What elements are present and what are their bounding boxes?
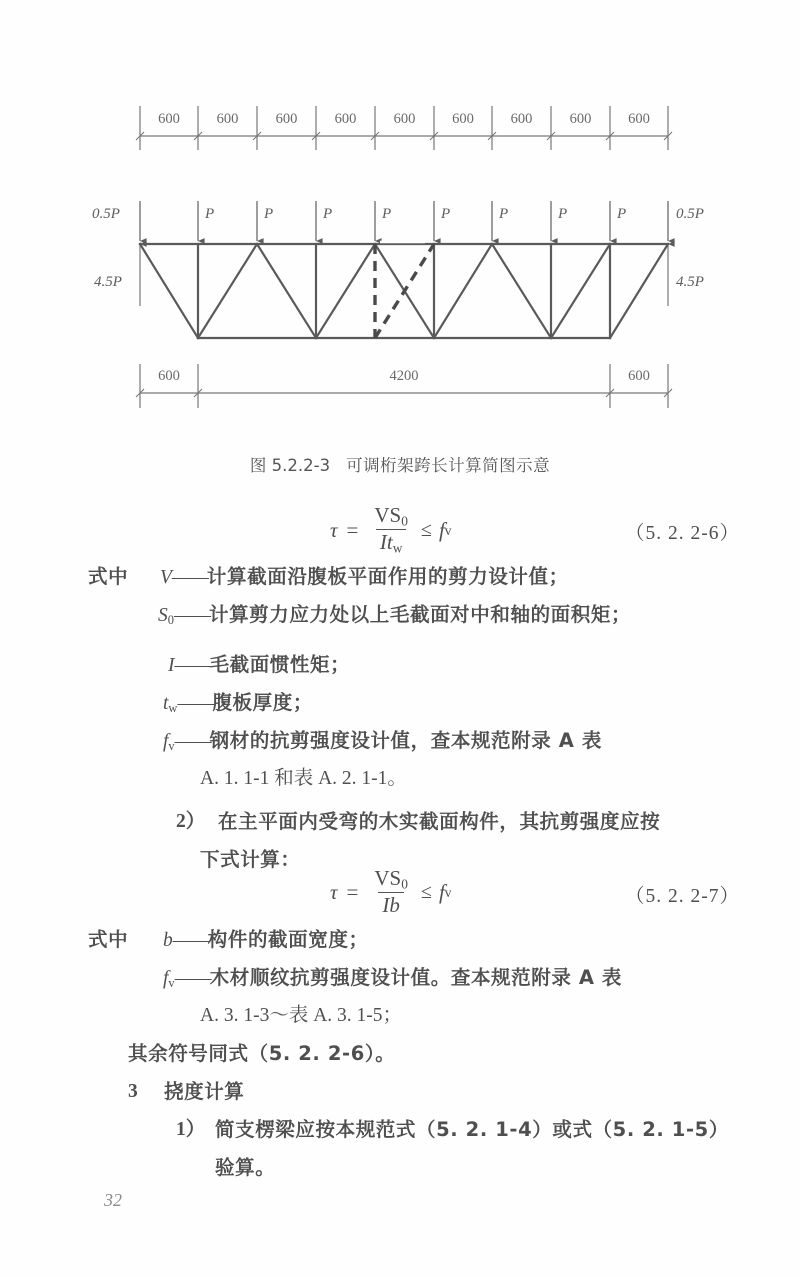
reaction-label-left: 4.5P bbox=[94, 274, 122, 290]
truss-diagram-svg bbox=[80, 88, 740, 433]
definition-V bbox=[160, 558, 569, 597]
definition-b-dash: —— bbox=[172, 930, 208, 951]
load-label-interior: P bbox=[441, 206, 451, 222]
top-dimension-labels bbox=[158, 111, 650, 127]
figure-caption-number: 图 5.2.2-3 bbox=[249, 456, 331, 475]
definition-fv-steel-symbol: f bbox=[163, 731, 169, 752]
formula-row-2 bbox=[0, 868, 800, 924]
load-labels bbox=[92, 206, 704, 222]
reaction-arrows bbox=[94, 244, 704, 306]
bottom-dimension-label: 600 bbox=[158, 368, 180, 384]
formula1-equals: = bbox=[346, 518, 359, 543]
definition-I-symbol: I bbox=[168, 655, 175, 676]
bottom-dimension-label: 4200 bbox=[389, 368, 419, 384]
page-number: 32 bbox=[104, 1190, 122, 1210]
load-arrows bbox=[92, 201, 704, 241]
item-2-marker: 2） bbox=[176, 811, 206, 832]
top-dimension-label: 600 bbox=[628, 111, 650, 127]
load-label-end-left: 0.5P bbox=[92, 206, 120, 222]
bottom-dimension-label: 600 bbox=[628, 368, 650, 384]
top-dimension-label: 600 bbox=[510, 111, 533, 127]
definition-V-symbol: V bbox=[160, 567, 172, 588]
definition-fv-steel bbox=[163, 722, 602, 765]
top-dimension-label: 600 bbox=[452, 111, 474, 127]
definition-fv-steel-cont: A. 1. 1-1 和表 A. 2. 1-1。 bbox=[200, 768, 407, 789]
formula2-rhs: f bbox=[438, 880, 445, 905]
item-3-title: 挠度计算 bbox=[164, 1080, 245, 1103]
definition-b bbox=[163, 921, 369, 960]
definition-S0-sub: 0 bbox=[167, 613, 174, 628]
top-dimension-label: 600 bbox=[275, 111, 298, 127]
formula2-equals: = bbox=[346, 880, 359, 905]
formula1-numerator: $VS_0$ bbox=[374, 503, 408, 529]
where-label-1: 式中 bbox=[88, 565, 129, 588]
load-label-interior: P bbox=[205, 206, 215, 222]
load-label-interior: P bbox=[617, 206, 627, 222]
top-dimension-label: 600 bbox=[393, 111, 416, 127]
formula2-tau: τ bbox=[330, 880, 338, 905]
top-dimension-label: 600 bbox=[216, 111, 239, 127]
definition-fv-wood-text: 木材顺纹抗剪强度设计值。查本规范附录 A 表 bbox=[209, 966, 623, 989]
bottom-dimension-labels bbox=[158, 368, 650, 384]
where-label-2: 式中 bbox=[88, 928, 129, 951]
definition-tw bbox=[163, 684, 313, 727]
load-label-end-right: 0.5P bbox=[676, 206, 704, 222]
definition-fv-steel-dash: —— bbox=[174, 731, 210, 752]
item-3-sub-line-2: 验算。 bbox=[215, 1156, 276, 1179]
bottom-dimension-chain bbox=[136, 364, 672, 408]
item-3-marker: 3 bbox=[128, 1081, 138, 1102]
definition-fv-steel-text: 钢材的抗剪强度设计值，查本规范附录 A 表 bbox=[209, 729, 602, 752]
definition-I-dash: —— bbox=[174, 655, 210, 676]
formula-row-1 bbox=[0, 505, 800, 561]
definition-S0-symbol: S bbox=[158, 605, 168, 626]
top-dimension-label: 600 bbox=[158, 111, 180, 127]
figure-caption bbox=[0, 452, 800, 476]
load-label-interior: P bbox=[323, 206, 333, 222]
definition-I-text: 毛截面惯性矩； bbox=[209, 653, 351, 676]
formula2-leq: ≤ bbox=[420, 881, 432, 904]
load-label-interior: P bbox=[558, 206, 568, 222]
definition-fv-wood-symbol: f bbox=[163, 968, 169, 989]
definition-S0-text: 计算剪力应力处以上毛截面对中和轴的面积矩； bbox=[208, 603, 632, 626]
item-3-sub-line-1: 简支楞梁应按本规范式（5. 2. 1-4）或式（5. 2. 1-5） bbox=[215, 1118, 729, 1141]
definition-V-text: 计算截面沿腹板平面作用的剪力设计值； bbox=[206, 565, 569, 588]
formula-5-2-2-6 bbox=[330, 505, 452, 557]
definition-S0-dash: —— bbox=[173, 605, 209, 626]
definition-fv-wood-cont: A. 3. 1-3～表 A. 3. 1-5； bbox=[200, 1005, 403, 1026]
reaction-label-right: 4.5P bbox=[676, 274, 704, 290]
other-symbols-line: 其余符号同式（5. 2. 2-6）。 bbox=[128, 1042, 396, 1065]
formula2-fraction bbox=[370, 867, 412, 917]
definition-tw-sub: w bbox=[168, 701, 178, 716]
formula1-leq: ≤ bbox=[420, 519, 432, 542]
formula2-number: （5. 2. 2-7） bbox=[625, 886, 740, 907]
formula1-denominator: $It_w$ bbox=[376, 529, 407, 555]
definition-I bbox=[168, 646, 350, 685]
item-2-line-2: 下式计算： bbox=[200, 848, 301, 871]
truss-figure bbox=[80, 88, 740, 433]
item-3-sub-marker: 1） bbox=[176, 1119, 206, 1140]
definition-fv-wood bbox=[163, 959, 622, 1002]
definition-b-text: 构件的截面宽度； bbox=[207, 928, 369, 951]
definition-tw-dash: —— bbox=[177, 693, 213, 714]
load-label-interior: P bbox=[382, 206, 392, 222]
formula1-rhs-sub: v bbox=[444, 522, 452, 538]
top-dimension-label: 600 bbox=[334, 111, 357, 127]
load-label-interior: P bbox=[499, 206, 509, 222]
definition-fv-wood-dash: —— bbox=[174, 968, 210, 989]
top-dimension-label: 600 bbox=[569, 111, 592, 127]
load-label-interior: P bbox=[264, 206, 274, 222]
definition-V-dash: —— bbox=[171, 567, 207, 588]
formula2-rhs-sub: v bbox=[444, 884, 452, 900]
definition-S0 bbox=[158, 596, 631, 639]
definition-fv-steel-sub: v bbox=[168, 739, 175, 754]
definition-fv-wood-sub: v bbox=[168, 976, 175, 991]
formula1-rhs: f bbox=[438, 518, 445, 543]
formula1-number: （5. 2. 2-6） bbox=[625, 523, 740, 544]
top-dimension-chain bbox=[136, 106, 672, 150]
definition-tw-symbol: t bbox=[163, 693, 169, 714]
formula-5-2-2-7 bbox=[330, 868, 452, 918]
definition-b-symbol: b bbox=[163, 930, 173, 951]
formula1-tau: τ bbox=[330, 518, 338, 543]
definition-tw-text: 腹板厚度； bbox=[212, 691, 313, 714]
formula1-fraction bbox=[370, 504, 412, 556]
formula2-denominator: Ib bbox=[378, 892, 404, 916]
formula2-numerator: $VS_0$ bbox=[374, 866, 408, 892]
item-2-line-1: 在主平面内受弯的木实截面构件，其抗剪强度应按 bbox=[218, 810, 661, 833]
figure-caption-text: 可调桁架跨长计算简图示意 bbox=[346, 456, 551, 475]
